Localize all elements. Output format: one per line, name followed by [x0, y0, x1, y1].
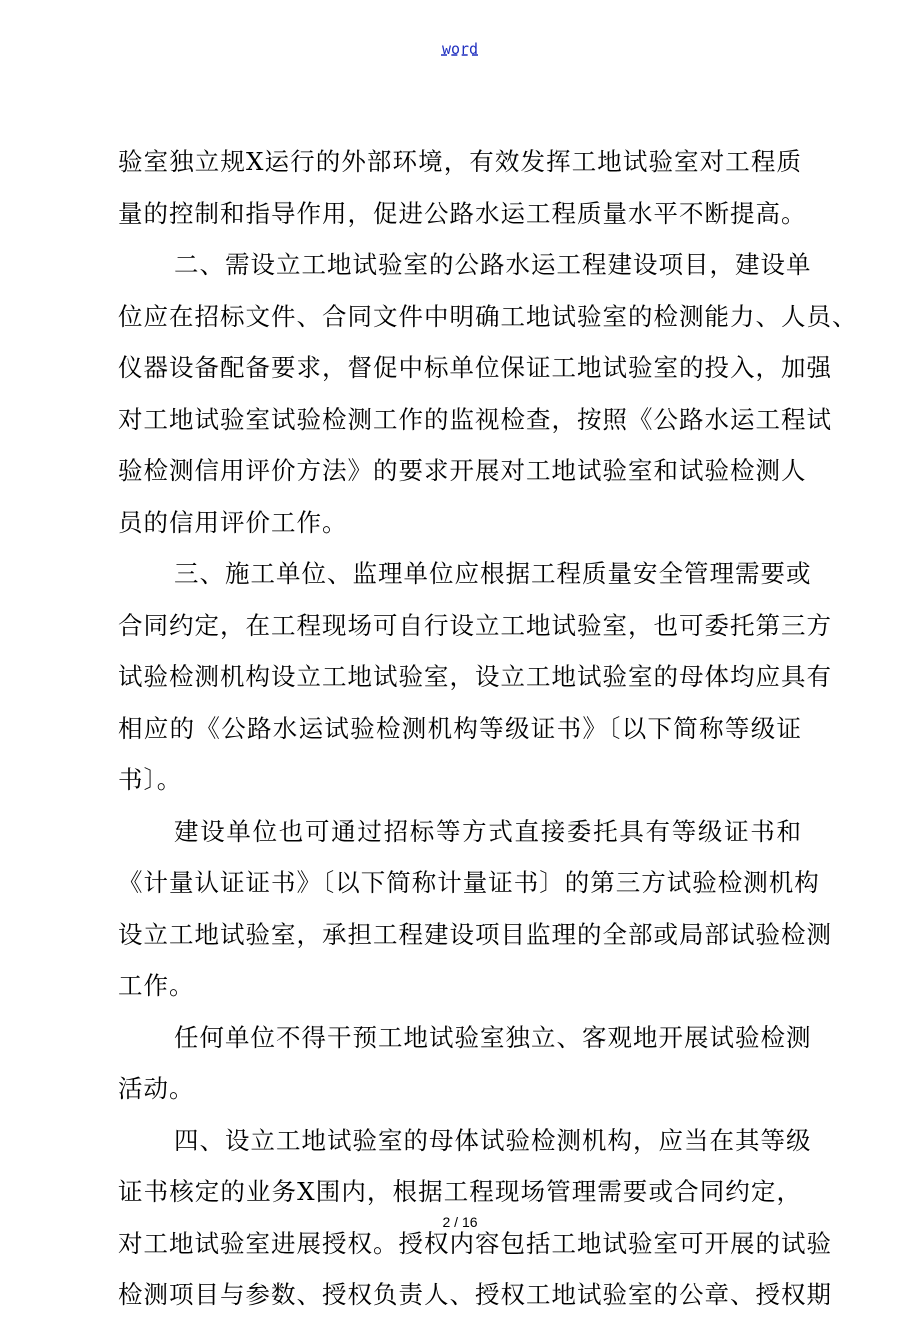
body-text-line: 二、需设立工地试验室的公路水运工程建设项目，建设单 — [174, 250, 812, 279]
body-text-line: 验检测信用评价方法》的要求开展对工地试验室和试验检测人 — [118, 456, 807, 485]
body-text-line: 《计量认证证书》〔以下简称计量证书〕的第三方试验检测机构 — [118, 868, 820, 897]
document-body — [118, 136, 858, 1321]
body-text-line: 量的控制和指导作用，促进公路水运工程质量水平不断提高。 — [118, 198, 807, 228]
body-text-line: 工作。 — [118, 971, 195, 1000]
body-text-line: 对工地试验室试验检测工作的监视检查，按照《公路水运工程试 — [118, 404, 832, 434]
header-word-link[interactable]: word — [441, 40, 479, 58]
body-text-line: 对工地试验室进展授权。授权内容包括工地试验室可开展的试验 — [118, 1228, 832, 1258]
body-text-line: 证书核定的业务X围内，根据工程现场管理需要或合同约定， — [118, 1177, 802, 1206]
body-text-line: 建设单位也可通过招标等方式直接委托具有等级证书和 — [174, 816, 802, 846]
body-text-line: 书〕。 — [118, 765, 183, 794]
page-header — [0, 40, 920, 58]
body-text-line: 相应的《公路水运试验检测机构等级证书》〔以下简称等级证 — [118, 713, 802, 743]
body-text-line: 检测项目与参数、授权负责人、授权工地试验室的公章、授权期 — [118, 1280, 832, 1309]
body-text-line: 员的信用评价工作。 — [118, 507, 348, 537]
body-text-line: 四、设立工地试验室的母体试验检测机构，应当在其等级 — [174, 1125, 812, 1155]
body-text-line: 三、施工单位、监理单位应根据工程质量安全管理需要或 — [174, 559, 812, 588]
body-text-line: 仪器设备配备要求，督促中标单位保证工地试验室的投入，加强 — [118, 353, 832, 382]
body-text-line: 位应在招标文件、合同文件中明确工地试验室的检测能力、人员、 — [118, 301, 858, 331]
body-text-line: 任何单位不得干预工地试验室独立、客观地开展试验检测 — [174, 1022, 812, 1052]
page-number: 2 / 16 — [442, 1214, 478, 1230]
body-text-line: 试验检测机构设立工地试验室，设立工地试验室的母体均应具有 — [118, 662, 832, 691]
body-text-line: 验室独立规X运行的外部环境，有效发挥工地试验室对工程质 — [118, 147, 802, 176]
body-text-line: 设立工地试验室，承担工程建设项目监理的全部或局部试验检测 — [118, 919, 832, 949]
body-text-line: 活动。 — [118, 1074, 195, 1103]
body-text-line: 合同约定，在工程现场可自行设立工地试验室，也可委托第三方 — [118, 610, 832, 640]
